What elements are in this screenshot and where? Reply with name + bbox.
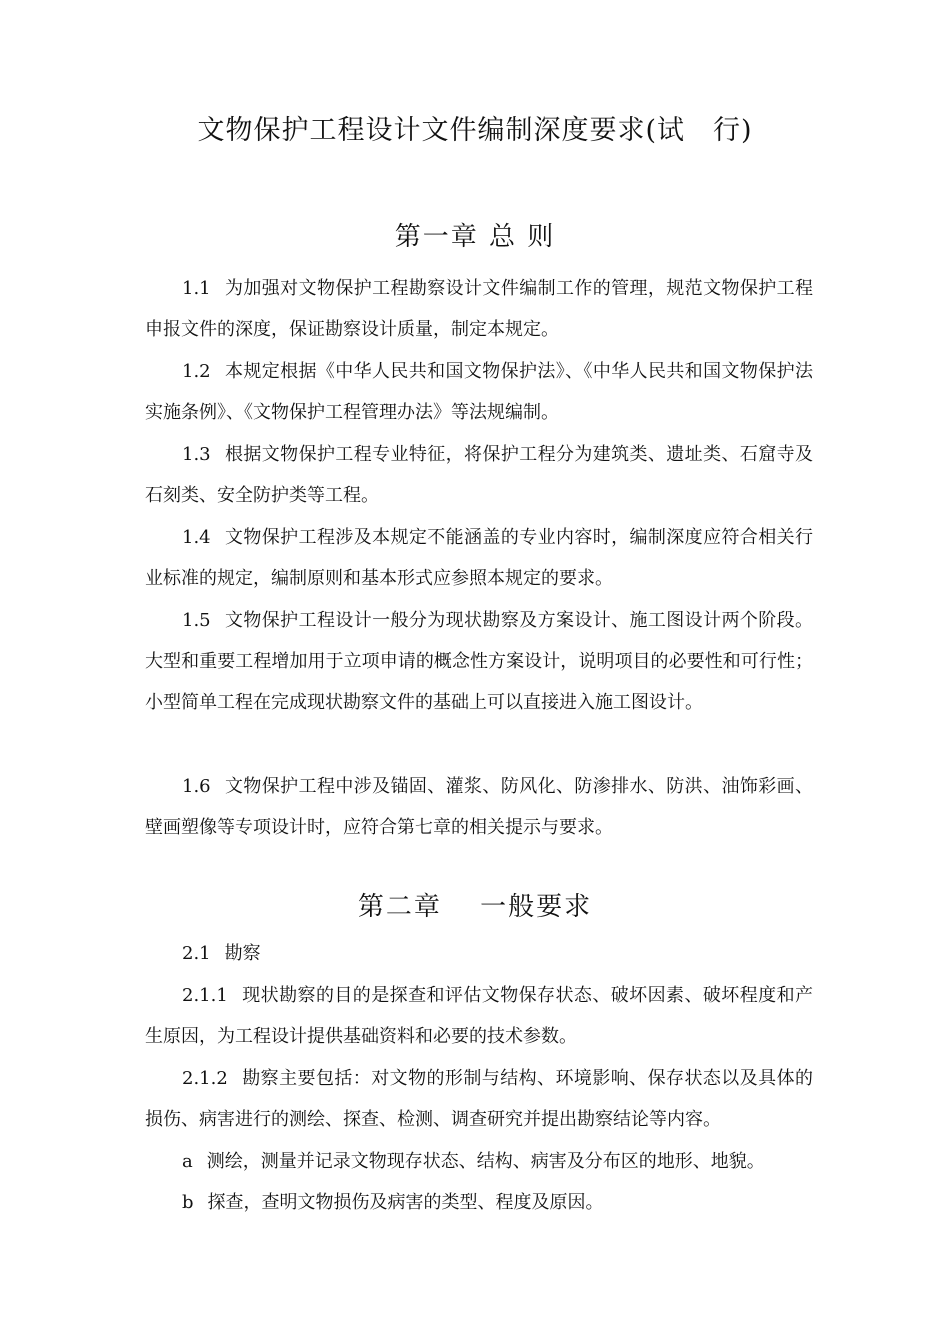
list-item-text: 探查，查明文物损伤及病害的类型、程度及原因。	[207, 1192, 604, 1213]
paragraph-text: 本规定根据《中华人民共和国文物保护法》、《中华人民共和国文物保护法实施条例》、《文物保护工程管理办法》等法规编制。	[145, 361, 813, 423]
paragraph-number: 1.4	[182, 527, 211, 548]
paragraph-text: 文物保护工程涉及本规定不能涵盖的专业内容时，编制深度应符合相关行业标准的规定，编制原则和基本形式应参照本规定的要求。	[145, 527, 813, 589]
list-item-a	[145, 1141, 813, 1182]
paragraph-text: 勘察	[224, 943, 261, 964]
list-marker: a	[182, 1151, 193, 1172]
chapter-2-heading: 第二章 一般要求	[357, 892, 593, 922]
paragraph-number: 2.1.1	[182, 985, 228, 1006]
paragraph-2-1	[145, 933, 813, 974]
list-marker: b	[182, 1192, 194, 1213]
paragraph-2-1-2	[145, 1058, 813, 1140]
paragraph-number: 2.1	[182, 943, 211, 964]
paragraph-number: 1.2	[182, 361, 211, 382]
paragraph-number: 1.3	[182, 444, 211, 465]
paragraph-1-1	[145, 268, 813, 350]
paragraph-number: 1.1	[182, 278, 211, 299]
document-title: 文物保护工程设计文件编制深度要求(试 行)	[197, 115, 753, 146]
paragraph-number: 2.1.2	[182, 1068, 228, 1089]
paragraph-text: 现状勘察的目的是探查和评估文物保存状态、破坏因素、破坏程度和产生原因，为工程设计提供基础资料和必要的技术参数。	[145, 985, 813, 1047]
paragraph-text: 根据文物保护工程专业特征，将保护工程分为建筑类、遗址类、石窟寺及石刻类、安全防护类等工程。	[145, 444, 813, 506]
paragraph-1-6	[145, 766, 813, 848]
chapter-1-heading: 第一章 总 则	[394, 222, 556, 252]
paragraph-text: 勘察主要包括：对文物的形制与结构、环境影响、保存状态以及具体的损伤、病害进行的测绘、探查、检测、调查研究并提出勘察结论等内容。	[145, 1068, 813, 1130]
list-item-text: 测绘，测量并记录文物现存状态、结构、病害及分布区的地形、地貌。	[206, 1151, 765, 1172]
paragraph-1-4	[145, 517, 813, 599]
paragraph-1-3	[145, 434, 813, 516]
paragraph-text: 文物保护工程中涉及锚固、灌浆、防风化、防渗排水、防洪、油饰彩画、壁画塑像等专项设计时，应符合第七章的相关提示与要求。	[145, 776, 813, 838]
paragraph-1-2	[145, 351, 813, 433]
paragraph-number: 1.5	[182, 610, 211, 631]
paragraph-number: 1.6	[182, 776, 211, 797]
paragraph-1-5	[145, 600, 813, 723]
paragraph-2-1-1	[145, 975, 813, 1057]
paragraph-text: 为加强对文物保护工程勘察设计文件编制工作的管理，规范文物保护工程申报文件的深度，保证勘察设计质量，制定本规定。	[145, 278, 813, 340]
list-item-b	[145, 1182, 813, 1223]
paragraph-text: 文物保护工程设计一般分为现状勘察及方案设计、施工图设计两个阶段。大型和重要工程增加用于立项申请的概念性方案设计，说明项目的必要性和可行性；小型简单工程在完成现状勘察文件的基础上可以直接进入施工图设计。	[145, 610, 813, 713]
